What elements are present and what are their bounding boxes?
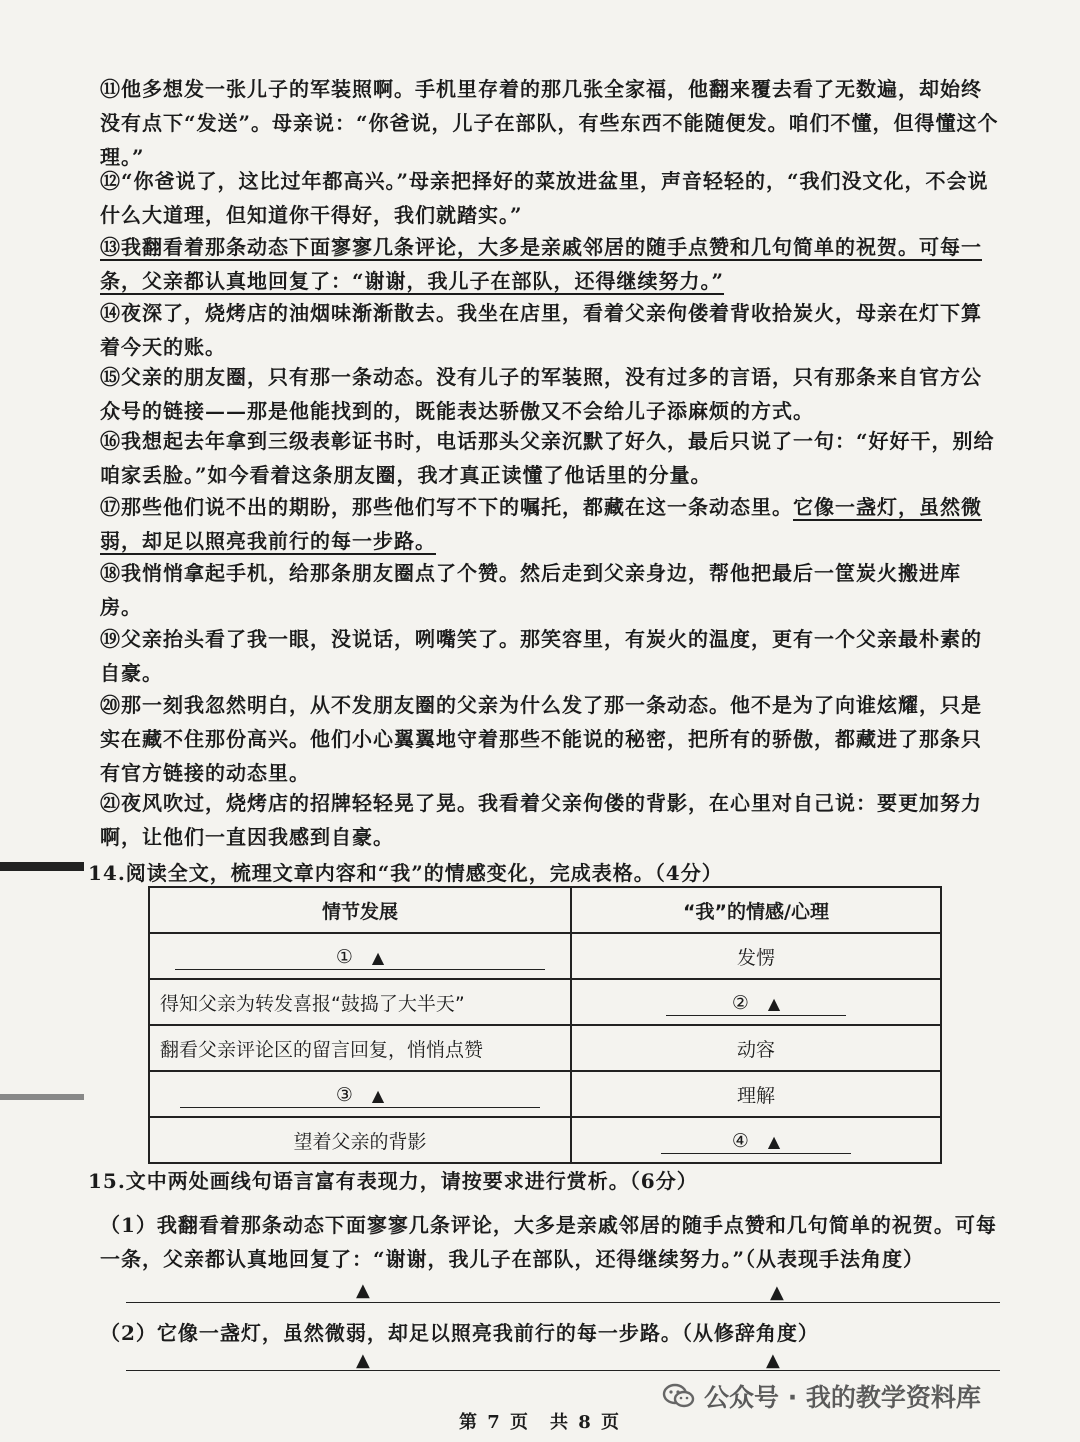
cell-plot-3: 翻看父亲评论区的留言回复，悄悄点赞 [149, 1025, 571, 1071]
answer-marker: ▲ [371, 1086, 385, 1105]
header-plot: 情节发展 [149, 887, 571, 933]
paragraph-21: ㉑夜风吹过，烧烤店的招牌轻轻晃了晃。我看着父亲佝偻的背影，在心里对自己说：要更加努力啊，让他们一直因我感到自豪。 [100, 791, 982, 849]
cell-plot-1[interactable]: ① ▲ [149, 933, 571, 979]
table-row [149, 1117, 941, 1163]
plot-emotion-table [148, 886, 942, 1164]
answer-line-2[interactable] [126, 1370, 1000, 1371]
paragraph-19: ⑲父亲抬头看了我一眼，没说话，咧嘴笑了。那笑容里，有炭火的温度，更有一个父亲最朴素的自豪。 [100, 627, 982, 685]
table-row [149, 933, 941, 979]
paragraph-15: ⑮父亲的朋友圈，只有那一条动态。没有儿子的军装照，没有过多的言语，只有那条来自官方公众号的链接——那是他能找到的，既能表达骄傲又不会给儿子添麻烦的方式。 [100, 365, 982, 423]
wechat-icon [662, 1382, 696, 1410]
answer-marker: ▲ [770, 1282, 784, 1303]
cell-emotion-1: 发愣 [571, 933, 941, 979]
answer-line-1[interactable] [126, 1302, 1000, 1303]
cell-emotion-5[interactable]: ④ ▲ [571, 1117, 941, 1163]
answer-marker: ▲ [356, 1350, 370, 1371]
paragraph-11: ⑪他多想发一张儿子的军装照啊。手机里存着的那几张全家福，他翻来覆去看了无数遍，却始终没有点下“发送”。母亲说：“你爸说，儿子在部队，有些东西不能随便发。咱们不懂，但得懂这个理。” [100, 77, 999, 169]
part-2-hint: （从修辞角度） [681, 1321, 819, 1345]
page-footer: 第 7 页 共 8 页 [458, 1412, 622, 1433]
paragraph-18: ⑱我悄悄拿起手机，给那条朋友圈点了个赞。然后走到父亲身边，帮他把最后一筐炭火搬进库房。 [100, 561, 961, 619]
table-header-row [149, 887, 941, 933]
question-15-part-2: （2）它像一盏灯，虽然微弱，却足以照亮我前行的每一步路。（从修辞角度） [100, 1321, 819, 1345]
paragraph-17-underlined: 它像一盏灯，虽然微弱，却足以照亮我前行的每一步路。 [100, 495, 982, 553]
cell-emotion-2[interactable]: ② ▲ [571, 979, 941, 1025]
part-1-hint: （从表现手法角度） [745, 1247, 925, 1271]
cell-plot-2: 得知父亲为转发喜报“鼓捣了大半天” [149, 979, 571, 1025]
answer-marker: ▲ [356, 1280, 370, 1301]
table-row [149, 1025, 941, 1071]
binding-mark [0, 862, 84, 871]
table-row [149, 979, 941, 1025]
answer-marker: ▲ [371, 948, 385, 967]
paragraph-12: ⑫“你爸说了，这比过年都高兴。”母亲把择好的菜放进盆里，声音轻轻的，“我们没文化，不会说什么大道理，但知道你干得好，我们就踏实。” [100, 169, 989, 227]
answer-marker: ▲ [767, 994, 781, 1013]
answer-marker: ▲ [767, 1132, 781, 1151]
cell-emotion-4: 理解 [571, 1071, 941, 1117]
paragraph-20: ⑳那一刻我忽然明白，从不发朋友圈的父亲为什么发了那一条动态。他不是为了向谁炫耀，只是实在藏不住那份高兴。他们小心翼翼地守着那些不能说的秘密，把所有的骄傲，都藏进了那条只有官方链接的动态里。 [100, 693, 982, 785]
cell-plot-4[interactable]: ③ ▲ [149, 1071, 571, 1117]
cell-emotion-3: 动容 [571, 1025, 941, 1071]
answer-marker: ▲ [766, 1350, 780, 1371]
cell-plot-5: 望着父亲的背影 [149, 1117, 571, 1163]
question-15-part-1: （1）我翻看着那条动态下面寥寥几条评论，大多是亲戚邻居的随手点赞和几句简单的祝贺。可每一条，父亲都认真地回复了：“谢谢，我儿子在部队，还得继续努力。”（从表现手法角度） [100, 1213, 997, 1271]
paragraph-14: ⑭夜深了，烧烤店的油烟味渐渐散去。我坐在店里，看着父亲佝偻着背收拾炭火，母亲在灯下算着今天的账。 [100, 301, 982, 359]
question-14-title: 14.阅读全文，梳理文章内容和“我”的情感变化，完成表格。（4分） [88, 861, 723, 885]
paragraph-16: ⑯我想起去年拿到三级表彰证书时，电话那头父亲沉默了好久，最后只说了一句：“好好干，别给咱家丢脸。”如今看着这条朋友圈，我才真正读懂了他话里的分量。 [100, 429, 995, 487]
binding-mark-faint [0, 1094, 84, 1100]
watermark-text: 公众号 · 我的教学资料库 [704, 1383, 981, 1412]
paragraph-13-underlined: ⑬我翻看着那条动态下面寥寥几条评论，大多是亲戚邻居的随手点赞和几句简单的祝贺。可每一条，父亲都认真地回复了：“谢谢，我儿子在部队，还得继续努力。” [100, 235, 982, 293]
paragraph-17 [100, 490, 1000, 558]
header-emotion: “我”的情感/心理 [571, 887, 941, 933]
paragraph-17-text: ⑰那些他们说不出的期盼，那些他们写不下的嘱托，都藏在这一条动态里。 [100, 495, 793, 519]
question-15-title: 15.文中两处画线句语言富有表现力，请按要求进行赏析。（6分） [88, 1169, 698, 1193]
table-row [149, 1071, 941, 1117]
